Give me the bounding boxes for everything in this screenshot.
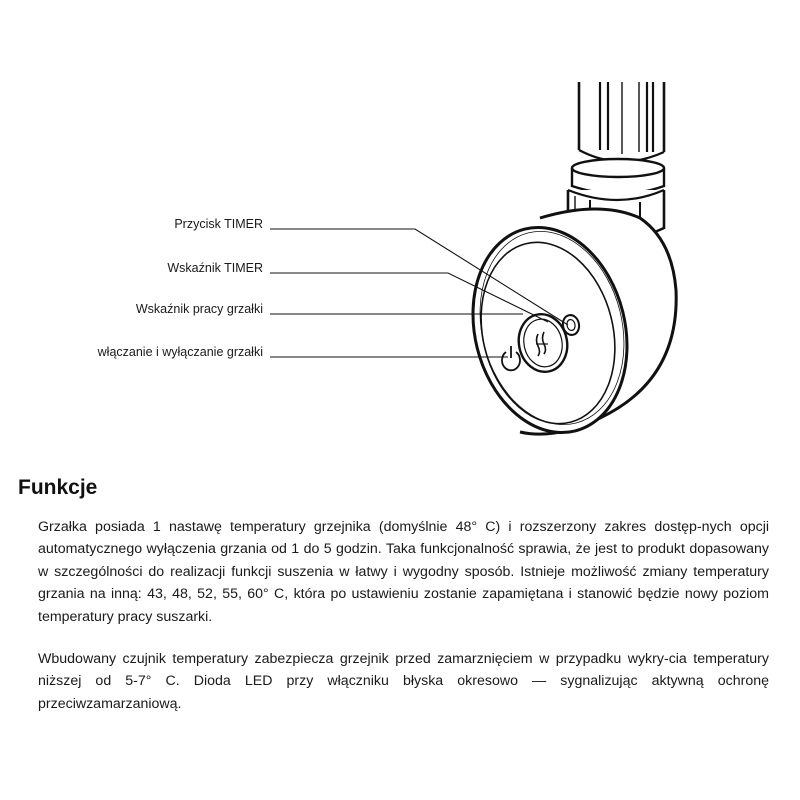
paragraph-frost-protection: Wbudowany czujnik temperatury zabezpiecza grzejnik przed zamarznięciem w przypadku wykry-cia temperatury niższej od 5-7° C. Dioda LED przy włączniku błyska okresowo — sygnalizując aktywną ochronę przeciwzamarzaniową. <box>38 651 769 712</box>
cable-tube <box>579 82 664 162</box>
paragraph-functions: Grzałka posiada 1 nastawę temperatury grzejnika (domyślnie 48° C) i rozszerzony zakres dostęp-nych opcji automatycznego wyłączenia grzania od 1 do 5 godzin. Taka funkcjonalność sprawia, że jest to produkt dopasowany w szczególności do realizacji funkcji suszenia w łatwy i wygodny sposób. Istnieje możliwość zmiany temperatury grzania na inną: 43, 48, 52, 55, 60° C, która po ustawieniu zostanie zapamiętana i stanowić będzie nowy poziom temperatury pracy suszarki. <box>38 519 769 625</box>
callout-timer-button: Przycisk TIMER <box>174 217 263 231</box>
section-title: Funkcje <box>18 476 98 499</box>
callout-heater-indicator: Wskaźnik pracy grzałki <box>135 302 263 316</box>
callout-power-switch: włączanie i wyłączanie grzałki <box>97 345 263 359</box>
callout-timer-indicator: Wskaźnik TIMER <box>167 261 263 275</box>
